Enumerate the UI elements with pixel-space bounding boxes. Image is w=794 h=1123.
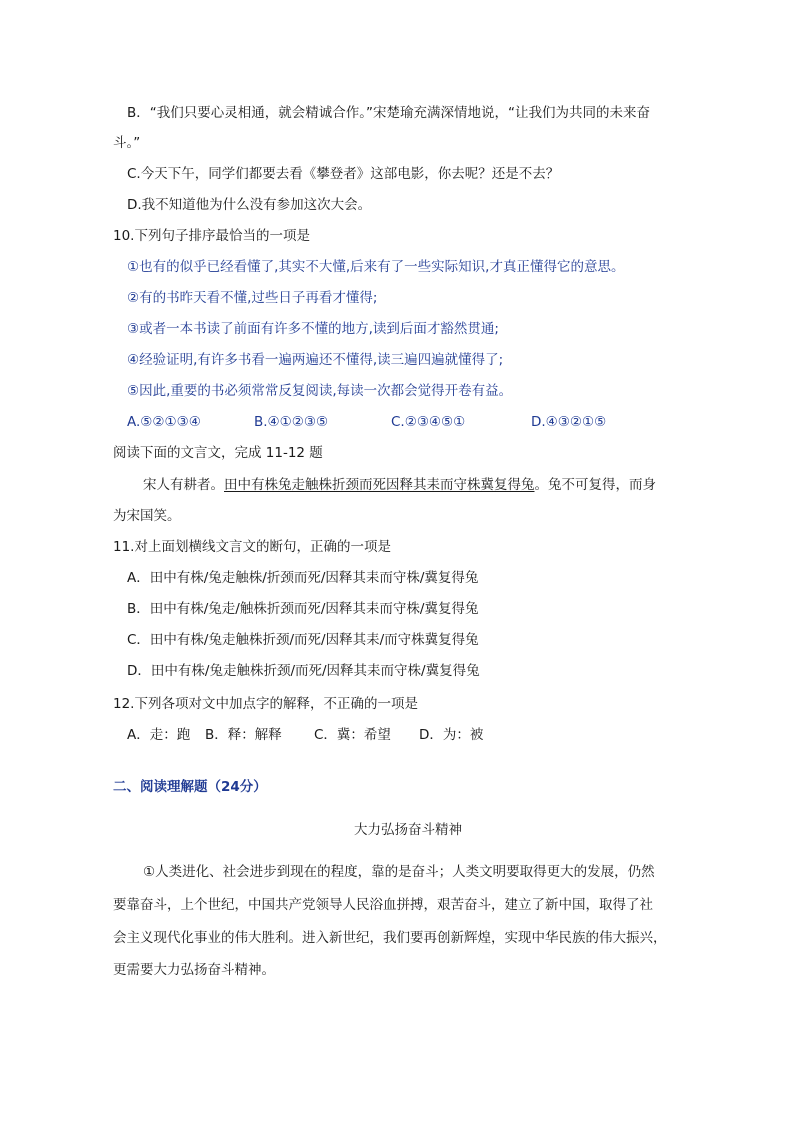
q10-sentence-5: ⑤因此,重要的书必须常常反复阅读,每读一次都会觉得开卷有益。 — [127, 383, 513, 399]
q9-option-b-line1: B．“我们只要心灵相通，就会精诚合作。”宋楚瑜充满深情地说，“让我们为共同的未来奋 — [127, 105, 650, 121]
passage-line-2: 要靠奋斗，上个世纪，中国共产党领导人民浴血拼搏，艰苦奋斗，建立了新中国，取得了社 — [113, 897, 653, 913]
passage-line-4: 更需要大力弘扬奋斗精神。 — [113, 962, 275, 978]
q10-sentence-2: ②有的书昨天看不懂,过些日子再看才懂得; — [127, 290, 378, 306]
q10-sentence-4: ④经验证明,有许多书看一遍两遍还不懂得,读三遍四遍就懂得了; — [127, 352, 504, 368]
classical-underlined: 田中有株兔走触株折颈而死因释其耒而守株冀复得兔 — [224, 477, 535, 493]
q11-option-c: C．田中有株/兔走触株折颈/而死/因释其耒/而守株冀复得兔 — [127, 632, 479, 648]
q10-option-a: A.⑤②①③④ — [127, 414, 201, 430]
passage-line-3: 会主义现代化事业的伟大胜利。进入新世纪，我们要再创新辉煌，实现中华民族的伟大振兴， — [113, 930, 667, 946]
classical-paragraph-line1 — [143, 475, 656, 495]
q11-option-b: B．田中有株/兔走/触株折颈而死/因释其耒而守株/冀复得兔 — [127, 601, 479, 617]
q10-stem: 10.下列句子排序最恰当的一项是 — [113, 228, 310, 244]
classical-end: 。兔不可复得，而身 — [534, 477, 656, 493]
q9-option-c: C.今天下午，同学们都要去看《攀登者》这部电影，你去呢？还是不去？ — [127, 166, 560, 182]
classical-intro: 阅读下面的文言文，完成 11-12 题 — [113, 445, 323, 461]
q12-option-a: A．走：跑 — [127, 727, 191, 743]
q11-option-d: D．田中有株/兔走触株折颈/而死/因释其耒而守株/冀复得兔 — [127, 663, 480, 679]
q12-option-d: D．为：被 — [419, 727, 484, 743]
q10-sentence-1: ①也有的似乎已经看懂了,其实不大懂,后来有了一些实际知识,才真正懂得它的意思。 — [127, 259, 625, 275]
passage-line-1: ①人类进化、社会进步到现在的程度，靠的是奋斗；人类文明要取得更大的发展，仍然 — [143, 864, 655, 880]
section-heading: 二、阅读理解题（24分） — [113, 779, 267, 795]
q10-option-c: C.②③④⑤① — [391, 414, 466, 430]
q12-option-b: B．释：解释 — [205, 727, 282, 743]
q12-option-c: C．冀：希望 — [314, 727, 391, 743]
q9-option-d: D.我不知道他为什么没有参加这次大会。 — [127, 197, 372, 213]
q11-option-a: A．田中有株/兔走触株/折颈而死/因释其耒而守株/冀复得兔 — [127, 570, 479, 586]
q9-option-b-line2: 斗。” — [113, 135, 141, 151]
q10-option-b: B.④①②③⑤ — [254, 414, 329, 430]
classical-paragraph-line2: 为宋国笑。 — [113, 508, 181, 524]
q10-sentence-3: ③或者一本书读了前面有许多不懂的地方,读到后面才豁然贯通; — [127, 321, 499, 337]
q10-option-d: D.④③②①⑤ — [531, 414, 607, 430]
q11-stem: 11.对上面划横线文言文的断句，正确的一项是 — [113, 539, 391, 555]
passage-title: 大力弘扬奋斗精神 — [354, 822, 462, 838]
q12-stem: 12.下列各项对文中加点字的解释，不正确的一项是 — [113, 696, 418, 712]
classical-start: 宋人有耕者。 — [143, 477, 224, 493]
